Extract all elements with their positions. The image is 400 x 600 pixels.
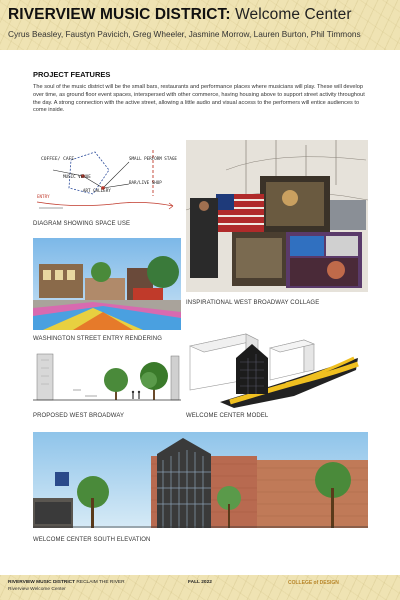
footer-project-line xyxy=(8,580,125,585)
collage-image xyxy=(186,140,368,292)
section-graphic xyxy=(33,350,181,405)
diagram-sketch xyxy=(33,148,181,214)
elevation-graphic xyxy=(33,432,368,528)
rendering-caption: WASHINGTON STREET ENTRY RENDERING xyxy=(33,336,162,342)
diagram-label-cafe: COFFEE/ CAFE xyxy=(41,157,75,162)
author-list: Cyrus Beasley, Faustyn Pavicich, Greg Wheeler, Jasmine Morrow, Lauren Burton, Phil Timmons xyxy=(8,29,361,39)
header-banner xyxy=(0,0,400,50)
footer-banner xyxy=(0,575,400,600)
model-image xyxy=(186,318,368,408)
project-features-heading: PROJECT FEATURES xyxy=(33,70,111,79)
elevation-caption: WELCOME CENTER SOUTH ELEVATION xyxy=(33,537,151,543)
west-broadway-section-image xyxy=(33,350,181,405)
diagram-label-entry: ENTRY xyxy=(37,194,50,199)
title-bold: RIVERVIEW MUSIC DISTRICT: xyxy=(8,6,231,23)
street-rendering-image xyxy=(33,238,181,330)
diagram-caption: DIAGRAM SHOWING SPACE USE xyxy=(33,221,131,227)
footer-project-rest: RECLAIM THE RIVER xyxy=(75,580,125,585)
model-graphic xyxy=(186,318,368,408)
footer-project-bold: RIVERVIEW MUSIC DISTRICT xyxy=(8,580,76,585)
section-caption: PROPOSED WEST BROADWAY xyxy=(33,413,125,419)
diagram-label-bar: BAR/LIVE SHOP xyxy=(129,180,162,185)
footer-college xyxy=(288,580,339,586)
page-title xyxy=(8,6,352,24)
collage-graphic xyxy=(186,140,368,292)
footer-subtitle: Riverview Welcome Center xyxy=(8,587,66,592)
footer-college-bold: COLLEGE of DESIGN xyxy=(288,580,339,586)
street-rendering-graphic xyxy=(33,238,181,330)
diagram-label-venue: MUSIC VENUE xyxy=(63,174,91,179)
project-features-text: The soul of the music district will be the small bars, restaurants and performance places where musicians will play. These will develop over time, as ground floor event spaces, interspersed with other commerce, having housing above to support street activity throughout the day. A strong connection with the active street, allowing a little audio and visual access to the performers will entice audiences to come inside. xyxy=(33,84,365,114)
south-elevation-image xyxy=(33,432,368,528)
model-caption: WELCOME CENTER MODEL xyxy=(186,413,269,419)
title-light: Welcome Center xyxy=(230,6,352,23)
collage-caption: INSPIRATIONAL WEST BROADWAY COLLAGE xyxy=(186,300,320,306)
diagram-label-stage: SMALL PERFORM STAGE xyxy=(129,156,177,161)
space-use-diagram xyxy=(33,148,181,214)
diagram-label-gallery: ART GALLERY xyxy=(83,188,111,193)
footer-term: FALL 2022 xyxy=(188,580,212,585)
